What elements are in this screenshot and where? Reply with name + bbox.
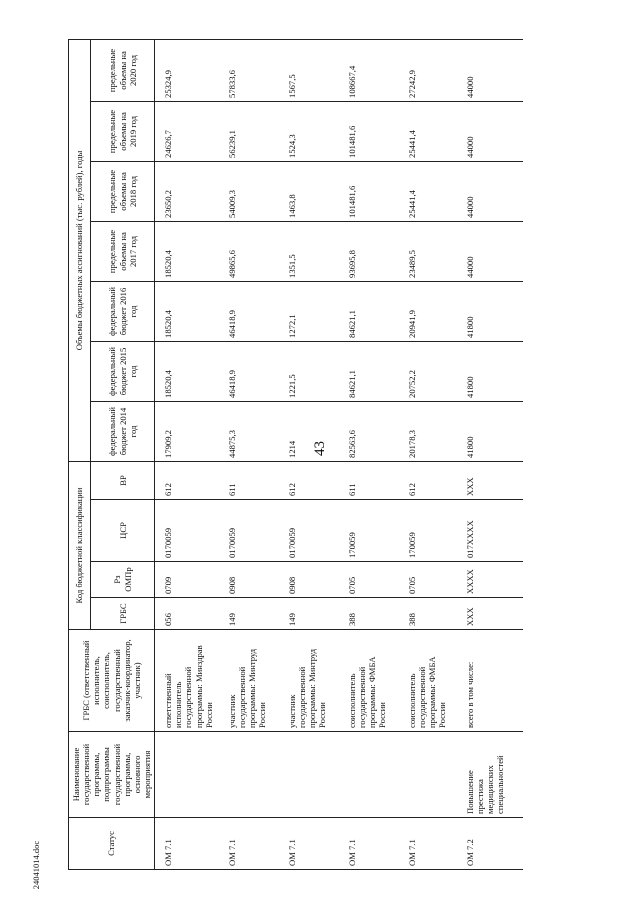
header-volumes-group: Объемы бюджетных ассигнований (тыс. рублей), годы [69, 39, 91, 461]
cell-2015: 18520,4 [155, 341, 219, 401]
header-2020: предельные объемы на 2020 год [91, 39, 155, 101]
cell-rz: XXXX [457, 562, 523, 598]
header-2019: предельные объемы на 2019 год [91, 101, 155, 161]
header-budget-code-group: Код бюджетной классификации [69, 461, 91, 629]
cell-2015: 20752,2 [399, 341, 457, 401]
cell-grbs: 388 [339, 598, 399, 630]
table-row [399, 39, 457, 869]
cell-2014: 17909,2 [155, 401, 219, 461]
cell-2016: 46418,9 [219, 281, 279, 341]
cell-status: ОМ 7.1 [339, 818, 399, 870]
header-2016: федеральный бюджет 2016 год [91, 281, 155, 341]
cell-2014: 82563,6 [339, 401, 399, 461]
cell-2020: 57833,6 [219, 39, 279, 101]
cell-grbs-role: ответственный исполнитель государственной программы: Минздрав России [155, 630, 219, 732]
cell-2014: 41800 [457, 401, 523, 461]
header-vr: ВР [91, 461, 155, 499]
cell-rz: 0908 [219, 562, 279, 598]
table-row [279, 39, 339, 869]
cell-grbs: XXX [457, 598, 523, 630]
cell-grbs-role: всего в том числе: [457, 630, 523, 732]
cell-2016: 1272,1 [279, 281, 339, 341]
cell-csr: 170059 [399, 500, 457, 562]
table-row [457, 39, 523, 869]
footer-doc-code: 24041014.doc [31, 840, 42, 890]
table-row [339, 39, 399, 869]
cell-2015: 41800 [457, 341, 523, 401]
budget-table-frame [68, 40, 640, 866]
header-2018: предельные объемы на 2018 год [91, 161, 155, 221]
cell-name: Повышение престижа медицинских специальностей [457, 732, 523, 818]
cell-csr: 0170059 [155, 500, 219, 562]
cell-2017: 18520,4 [155, 221, 219, 281]
header-grbs: ГРБС [91, 598, 155, 630]
cell-2016: 18520,4 [155, 281, 219, 341]
cell-vr: 612 [399, 461, 457, 499]
cell-2020: 25324,9 [155, 39, 219, 101]
cell-2020: 44000 [457, 39, 523, 101]
table-row [219, 39, 279, 869]
cell-csr: 0170059 [219, 500, 279, 562]
cell-2017: 49865,6 [219, 221, 279, 281]
cell-status: ОМ 7.1 [399, 818, 457, 870]
cell-grbs-role: соисполнитель государственной программы: ФМБА России [399, 630, 457, 732]
header-2015: федеральный бюджет 2015 год [91, 341, 155, 401]
cell-rz: 0908 [279, 562, 339, 598]
cell-2015: 46418,9 [219, 341, 279, 401]
cell-2018: 1463,8 [279, 161, 339, 221]
cell-2019: 44000 [457, 101, 523, 161]
cell-2017: 93695,8 [339, 221, 399, 281]
cell-grbs-role: участник государственной программы: Минтруд России [219, 630, 279, 732]
cell-status: ОМ 7.1 [219, 818, 279, 870]
cell-2019: 1524,3 [279, 101, 339, 161]
cell-vr: 611 [219, 461, 279, 499]
cell-2018: 101481,6 [339, 161, 399, 221]
header-name: Наименование государственной программы, подпрограммы государственной программы, основного мероприятия [69, 732, 155, 818]
header-2014: федеральный бюджет 2014 год [91, 401, 155, 461]
cell-grbs: 149 [219, 598, 279, 630]
budget-table-rotator [68, 40, 558, 870]
cell-grbs-role: соисполнитель государственной программы: ФМБА России [339, 630, 399, 732]
cell-2014: 20178,3 [399, 401, 457, 461]
cell-2014: 44875,3 [219, 401, 279, 461]
budget-table [68, 39, 523, 870]
cell-2017: 1351,5 [279, 221, 339, 281]
cell-csr: 0170059 [279, 500, 339, 562]
cell-2016: 84621,1 [339, 281, 399, 341]
cell-2020: 108667,4 [339, 39, 399, 101]
cell-2018: 44000 [457, 161, 523, 221]
cell-vr: 612 [279, 461, 339, 499]
cell-2020: 1567,5 [279, 39, 339, 101]
table-row [155, 39, 219, 869]
cell-vr: XXX [457, 461, 523, 499]
cell-2017: 23489,5 [399, 221, 457, 281]
header-grbs-role: ГРБС (ответственный исполнитель, соисполнитель, государственный заказчик-координатор, участник) [69, 630, 155, 732]
cell-rz: 0705 [339, 562, 399, 598]
cell-2018: 25441,4 [399, 161, 457, 221]
cell-2015: 84621,1 [339, 341, 399, 401]
cell-2019: 101481,6 [339, 101, 399, 161]
cell-2016: 20941,9 [399, 281, 457, 341]
header-csr: ЦСР [91, 500, 155, 562]
cell-vr: 611 [339, 461, 399, 499]
cell-2014: 1214 [279, 401, 339, 461]
cell-status: ОМ 7.2 [457, 818, 523, 870]
cell-2016: 41800 [457, 281, 523, 341]
cell-2020: 27242,9 [399, 39, 457, 101]
cell-grbs: 149 [279, 598, 339, 630]
cell-status: ОМ 7.1 [279, 818, 339, 870]
page-number: 43 [312, 441, 328, 456]
header-2017: предельные объемы на 2017 год [91, 221, 155, 281]
cell-2018: 54009,3 [219, 161, 279, 221]
cell-2019: 25441,4 [399, 101, 457, 161]
header-rz: Рз ОМПр [91, 562, 155, 598]
cell-2018: 23650,2 [155, 161, 219, 221]
cell-2019: 24626,7 [155, 101, 219, 161]
cell-name [339, 732, 399, 818]
header-status: Статус [69, 818, 155, 870]
cell-csr: 170059 [339, 500, 399, 562]
cell-rz: 0709 [155, 562, 219, 598]
cell-grbs: 388 [399, 598, 457, 630]
cell-2015: 1221,5 [279, 341, 339, 401]
cell-vr: 612 [155, 461, 219, 499]
cell-name [279, 732, 339, 818]
cell-rz: 0705 [399, 562, 457, 598]
cell-grbs: 056 [155, 598, 219, 630]
cell-csr: 017XXXX [457, 500, 523, 562]
cell-name [219, 732, 279, 818]
cell-2019: 56239,1 [219, 101, 279, 161]
cell-name [155, 732, 219, 818]
cell-status: ОМ 7.1 [155, 818, 219, 870]
cell-2017: 44000 [457, 221, 523, 281]
cell-grbs-role: участник государственной программы: Минтруд России [279, 630, 339, 732]
cell-name [399, 732, 457, 818]
